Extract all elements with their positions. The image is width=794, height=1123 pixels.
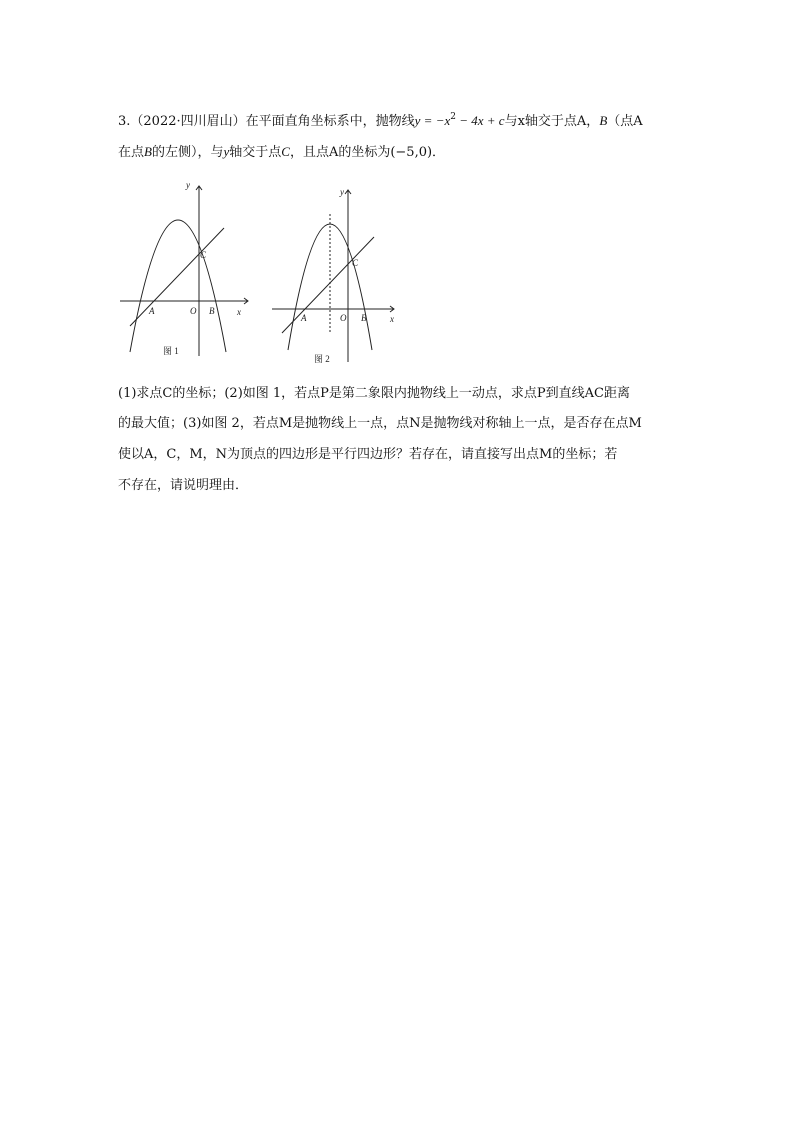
axis-label-x: x [237, 307, 241, 317]
text-segment: 在点 [118, 145, 145, 160]
problem-number: 3. [118, 114, 131, 129]
equation-exponent: 2 [450, 112, 456, 122]
question-line-3: 使以A，C，M，N为顶点的四边形是平行四边形？若存在，请直接写出点M的坐标；若 [118, 447, 618, 462]
axis-label-y: y [186, 180, 190, 190]
axis-y-label: y [223, 144, 230, 159]
figure-2-graph [268, 186, 408, 368]
problem-paren: （点A [607, 114, 643, 129]
origin-label: O [190, 306, 197, 316]
text-segment: 的左侧），与 [151, 145, 224, 160]
equation-y: y [414, 113, 421, 128]
equation-rhs: = −x [420, 113, 451, 128]
text-segment: 轴交于点 [229, 145, 282, 160]
figure-1-caption: 图 1 [163, 346, 179, 356]
question-line-4: 不存在，请说明理由． [118, 478, 249, 493]
figure-1-graph [116, 176, 256, 362]
figure-2-caption: 图 2 [314, 354, 330, 364]
question-line-1: (1)求点C的坐标；(2)如图 1，若点P是第二象限内抛物线上一动点，求点P到直线AC距离 [118, 386, 631, 401]
point-a-label: A [301, 313, 307, 323]
point-b-label: B [209, 306, 215, 316]
text-segment: ，且点A的坐标为(−5,0)． [289, 145, 446, 160]
point-c-label: C [281, 144, 290, 159]
point-c-label: C [352, 258, 359, 268]
problem-after-equation: 与x轴交于点A， [504, 114, 600, 129]
parabola-curve [130, 220, 226, 352]
point-c-label: C [200, 250, 207, 260]
problem-intro: 在平面直角坐标系中，抛物线 [245, 114, 415, 129]
origin-label: O [340, 313, 347, 323]
point-b-label: B [361, 313, 367, 323]
problem-statement-line-1 [118, 108, 643, 131]
point-a-label: A [149, 306, 155, 316]
problem-source: （2022·四川眉山） [130, 114, 246, 129]
equation-tail: − 4x + c [455, 113, 505, 128]
axis-label-y: y [340, 187, 344, 197]
problem-statement-line-2 [118, 143, 445, 162]
point-b-label: B [144, 144, 152, 159]
question-line-2: 的最大值；(3)如图 2，若点M是抛物线上一点，点N是抛物线对称轴上一点，是否存在点M [118, 416, 642, 431]
point-b-label: B [599, 113, 608, 128]
axis-label-x: x [390, 314, 394, 324]
